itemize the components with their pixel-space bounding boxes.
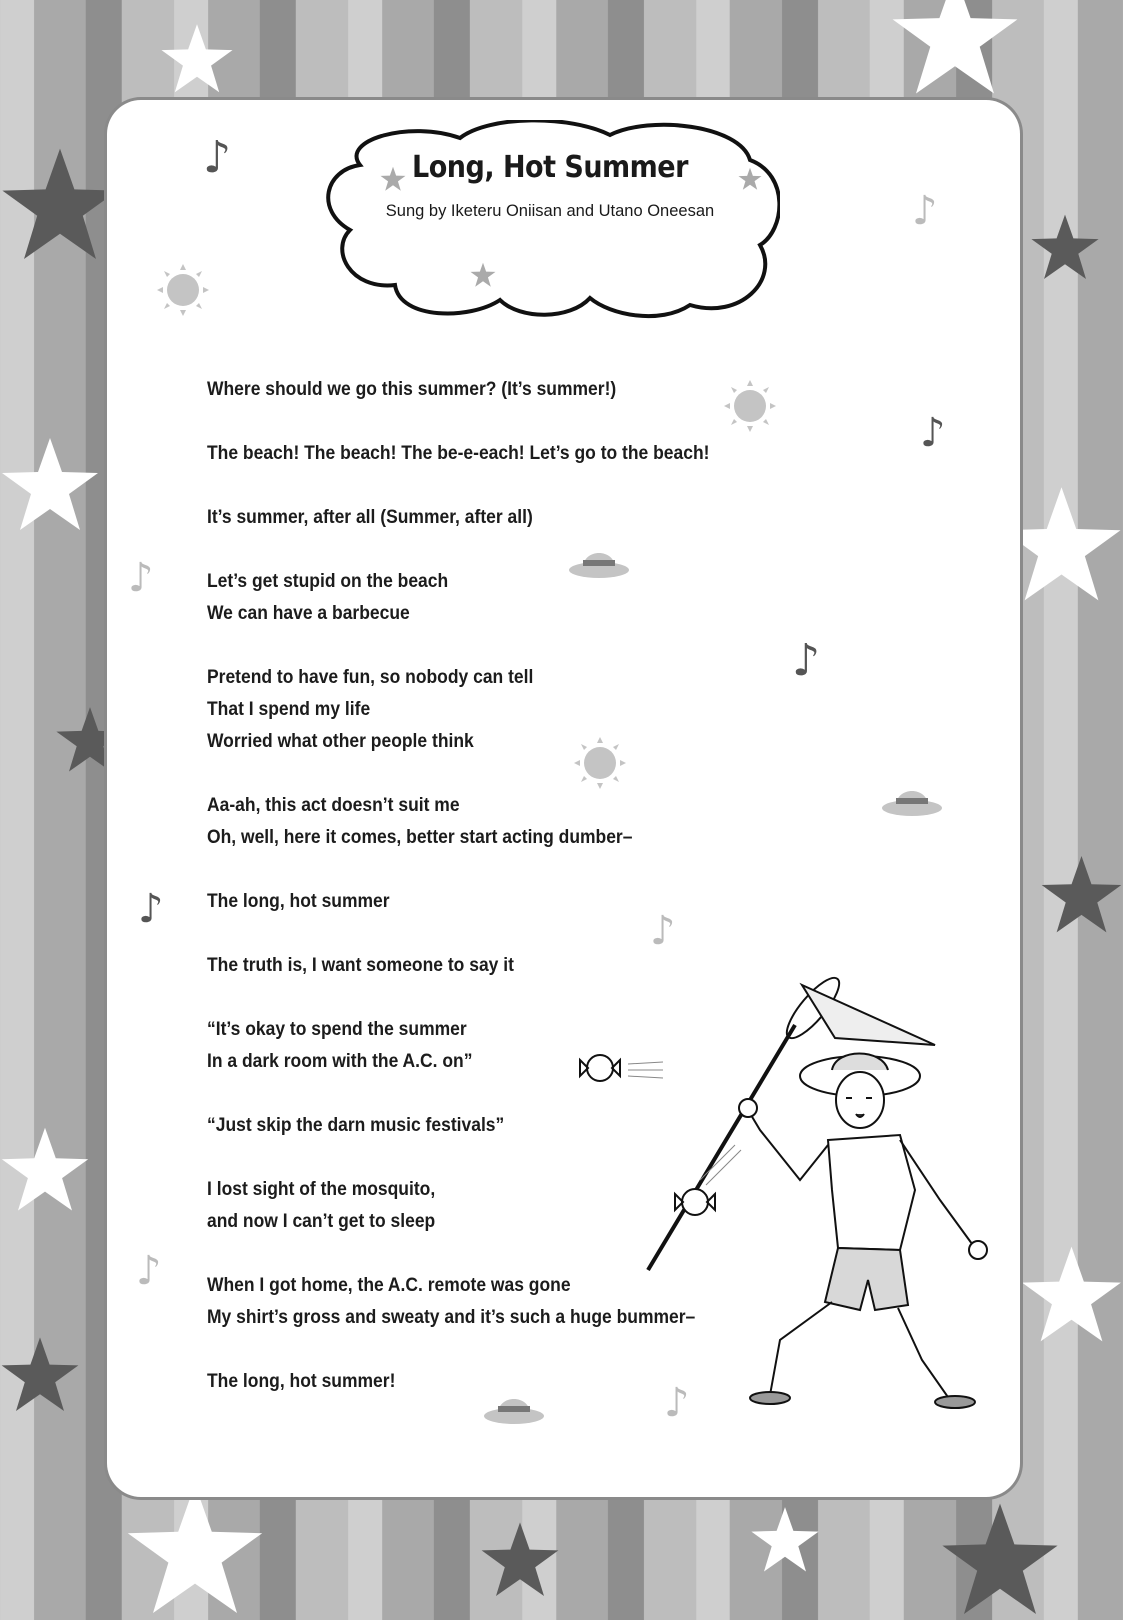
stanza (207, 502, 777, 534)
music-note-icon: ♪ (128, 555, 154, 601)
lyric-line: The long, hot summer (207, 891, 390, 912)
boy-with-net-illustration (570, 930, 1000, 1410)
star-icon (160, 22, 234, 96)
stanza (207, 566, 777, 630)
star-icon (880, 0, 1030, 100)
song-credit: Sung by Iketeru Oniisan and Utano Oneesan (385, 202, 715, 220)
straw-hat-icon (880, 778, 944, 818)
lyric-line: The long, hot summer! (207, 1371, 396, 1392)
lyric-line: Pretend to have fun, so nobody can tell (207, 667, 534, 688)
star-icon (0, 130, 120, 280)
music-note-icon: ♪ (920, 410, 946, 456)
music-note-icon: ♪ (792, 635, 821, 686)
lyric-line: It’s summer, after all (Summer, after all) (207, 507, 533, 528)
lyric-line: Where should we go this summer? (It’s summer!) (207, 379, 617, 400)
star-icon (0, 1120, 90, 1220)
lyric-line: Aa-ah, this act doesn’t suit me (207, 795, 460, 816)
star-icon (750, 1500, 820, 1580)
lyric-line: The truth is, I want someone to say it (207, 955, 514, 976)
lyric-line: Oh, well, here it comes, better start acting dumber– (207, 827, 633, 848)
stanza (207, 790, 777, 854)
lyric-line: “It’s okay to spend the summer (207, 1019, 467, 1040)
song-title: Long, Hot Summer (412, 150, 688, 185)
lyric-line: My shirt’s gross and sweaty and it’s such a huge bummer– (207, 1307, 696, 1328)
lyric-line: “Just skip the darn music festivals” (207, 1115, 505, 1136)
lyric-line: and now I can’t get to sleep (207, 1211, 436, 1232)
lyric-line: We can have a barbecue (207, 603, 410, 624)
music-note-icon: ♪ (136, 1248, 162, 1294)
lyric-line: Worried what other people think (207, 731, 474, 752)
star-icon (480, 1520, 560, 1600)
lyric-line: In a dark room with the A.C. on” (207, 1051, 473, 1072)
stanza (207, 374, 777, 406)
star-icon (1040, 850, 1123, 940)
music-note-icon: ♪ (138, 886, 164, 932)
star-icon (0, 430, 100, 540)
star-icon (0, 1330, 80, 1420)
lyric-line: I lost sight of the mosquito, (207, 1179, 436, 1200)
lyric-line: Let’s get stupid on the beach (207, 571, 449, 592)
lyric-line: The beach! The beach! The be-e-each! Let’s go to the beach! (207, 443, 710, 464)
stanza (207, 662, 777, 758)
music-note-icon: ♪ (650, 908, 676, 954)
lyric-line: That I spend my life (207, 699, 371, 720)
star-icon (1030, 210, 1100, 285)
star-icon (120, 1480, 270, 1620)
star-icon (470, 262, 496, 288)
music-note-icon: ♪ (664, 1380, 690, 1426)
music-note-icon: ♪ (912, 188, 938, 234)
lyric-line: When I got home, the A.C. remote was gone (207, 1275, 571, 1296)
stanza (207, 886, 777, 918)
stanza (207, 438, 777, 470)
music-note-icon: ♪ (203, 132, 232, 183)
star-icon (1020, 1240, 1123, 1350)
sun-icon (155, 262, 211, 318)
star-icon (930, 1500, 1070, 1620)
